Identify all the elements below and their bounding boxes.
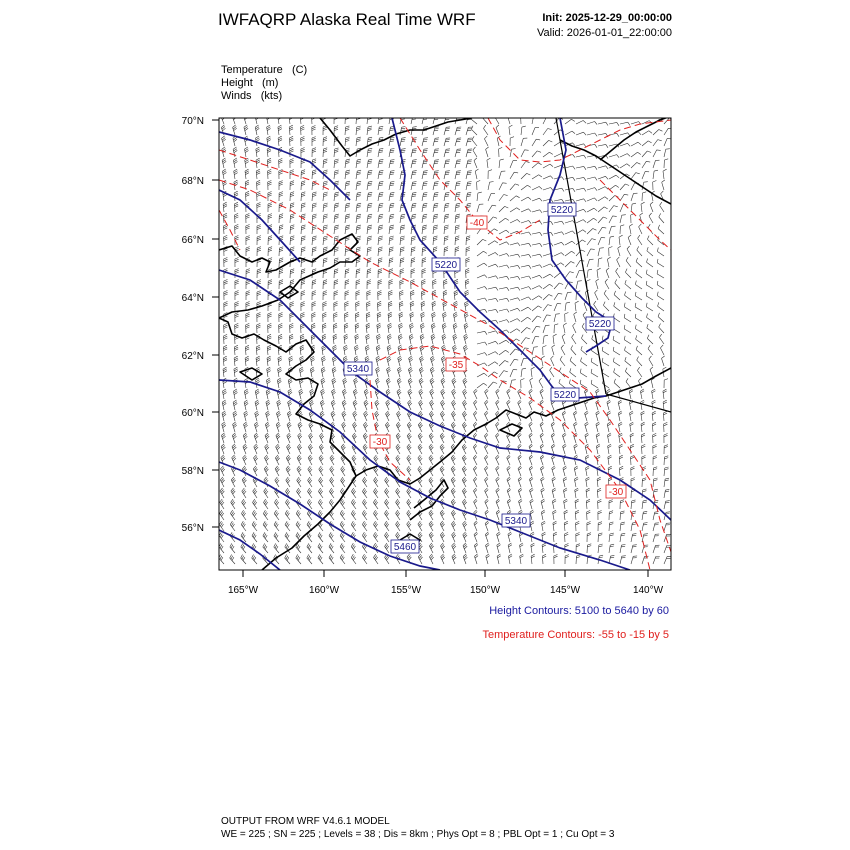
temperature-contours-note: Temperature Contours: -55 to -15 by 5 [482, 629, 669, 641]
height-contour-labels [344, 203, 614, 553]
temperature-label [467, 216, 487, 229]
svg-text:5460: 5460 [393, 542, 417, 553]
lon-label: 155°W [390, 585, 422, 596]
border-bc [606, 394, 671, 412]
lon-label: 165°W [227, 585, 259, 596]
svg-text:5220: 5220 [553, 390, 577, 401]
temperature-contour [600, 180, 671, 250]
lat-label: 56°N [181, 523, 204, 534]
valid-time: Valid: 2026-01-01_22:00:00 [537, 27, 672, 39]
coastline-islands-west [240, 286, 298, 380]
height-contour [219, 190, 300, 262]
chart-title: IWFAQRP Alaska Real Time WRF [218, 10, 476, 29]
coastline-islands [400, 424, 522, 548]
height-contour [219, 530, 280, 570]
lat-label: 64°N [181, 293, 204, 304]
height-contour [219, 132, 350, 200]
height-label [551, 388, 579, 401]
svg-text:-30: -30 [608, 487, 624, 498]
field-name: Temperature [221, 64, 283, 76]
political-borders [553, 118, 671, 412]
model-info: OUTPUT FROM WRF V4.6.1 MODEL [221, 816, 390, 827]
lat-label: 68°N [181, 176, 204, 187]
lat-labels [182, 116, 204, 534]
svg-text:5220: 5220 [588, 319, 612, 330]
svg-text:5220: 5220 [550, 205, 574, 216]
field-name: Height [221, 77, 253, 89]
height-label [432, 258, 460, 271]
svg-text:5340: 5340 [346, 364, 370, 375]
temperature-label [370, 435, 390, 448]
svg-text:-35: -35 [448, 360, 464, 371]
coastline-peninsula [356, 368, 671, 484]
height-contours-note: Height Contours: 5100 to 5640 by 60 [489, 605, 669, 617]
svg-text:-30: -30 [372, 437, 388, 448]
lon-label: 145°W [549, 585, 581, 596]
coastline-northeast [560, 116, 671, 204]
height-contour [219, 462, 440, 570]
lat-label: 58°N [181, 466, 204, 477]
field-unit: (m) [261, 77, 279, 89]
field-unit: (C) [291, 64, 308, 76]
height-label [502, 514, 530, 527]
svg-text:5340: 5340 [504, 516, 528, 527]
lon-labels [228, 585, 664, 596]
lon-label: 160°W [308, 585, 340, 596]
height-label [586, 317, 614, 330]
field-unit: (kts) [260, 90, 283, 102]
temperature-label [606, 485, 626, 498]
height-label [344, 362, 372, 375]
lat-label: 60°N [181, 408, 204, 419]
svg-text:5220: 5220 [434, 260, 458, 271]
lat-ticks [212, 120, 219, 527]
height-label [548, 203, 576, 216]
field-name: Winds [221, 90, 252, 102]
lon-ticks [243, 570, 648, 577]
lon-label: 150°W [469, 585, 501, 596]
lat-label: 70°N [181, 116, 204, 127]
lat-label: 62°N [181, 351, 204, 362]
height-label [391, 540, 419, 553]
temperature-label [446, 358, 466, 371]
model-config: WE = 225 ; SN = 225 ; Levels = 38 ; Dis = 8km ; Phys Opt = 8 ; PBL Opt = 1 ; Cu Opt = 3 [221, 829, 615, 840]
lon-label: 140°W [632, 585, 664, 596]
lat-label: 66°N [181, 235, 204, 246]
svg-text:-40: -40 [469, 218, 485, 229]
init-time: Init: 2025-12-29_00:00:00 [542, 12, 672, 24]
